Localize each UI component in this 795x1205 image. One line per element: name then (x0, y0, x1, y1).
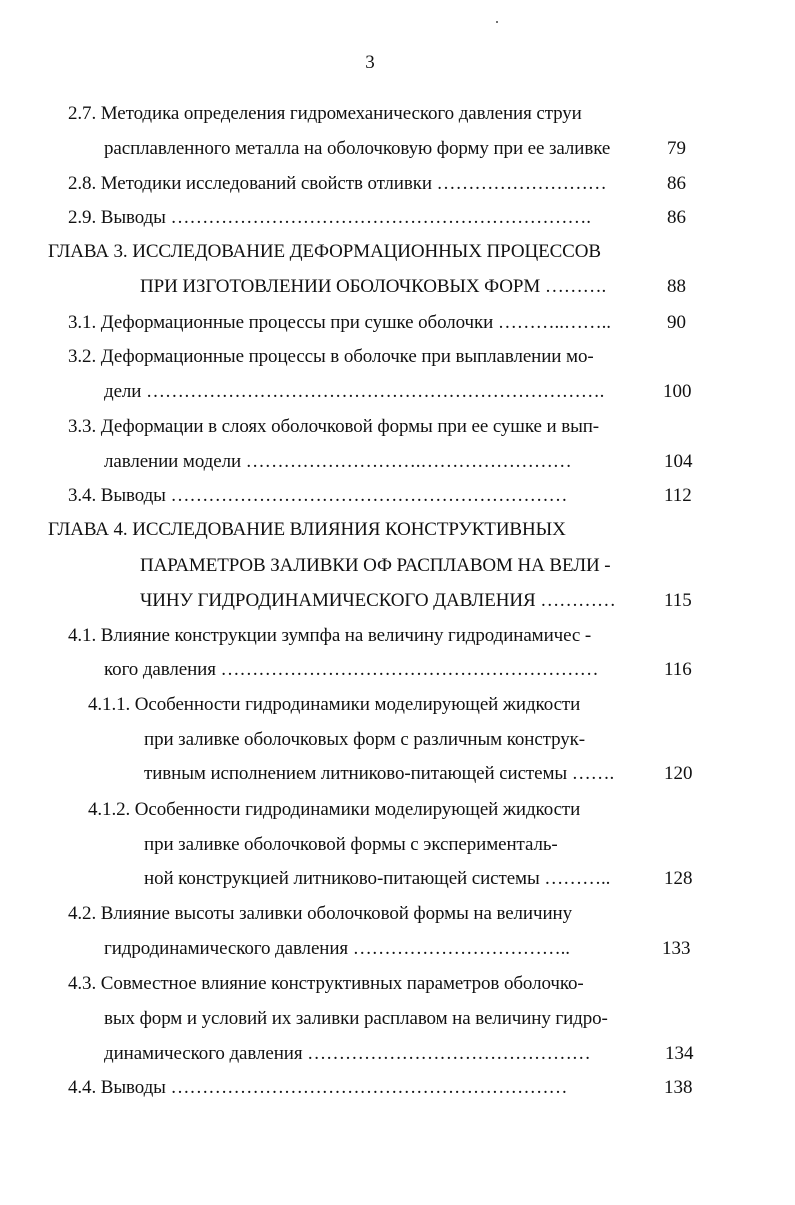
toc-subsection-line: 4.1.2. Особенности гидродинамики моделирующей жидкости (88, 799, 581, 820)
toc-line: дели ………………………………………………………………. (104, 381, 605, 402)
toc-subsection-line: 4.1.1. Особенности гидродинамики моделирующей жидкости (88, 694, 581, 715)
toc-line: 3.2. Деформационные процессы в оболочке при выплавлении мо- (68, 346, 594, 367)
toc-page-number: 128 (664, 868, 693, 889)
toc-line: 2.7. Методика определения гидромеханического давления струи (68, 103, 582, 124)
toc-line: 2.9. Выводы …………………………………………………………. (68, 207, 591, 228)
toc-line: 4.4. Выводы ……………………………………………………… (68, 1077, 568, 1098)
toc-page-number: 86 (667, 173, 686, 194)
toc-line: 4.2. Влияние высоты заливки оболочковой формы на величину (68, 903, 572, 924)
toc-chapter-heading: ГЛАВА 4. ИССЛЕДОВАНИЕ ВЛИЯНИЯ КОНСТРУКТИВНЫХ (48, 519, 566, 540)
toc-line: расплавленного металла на оболочковую форму при ее заливке (104, 138, 611, 159)
toc-chapter-heading: ПАРАМЕТРОВ ЗАЛИВКИ ОФ РАСПЛАВОМ НА ВЕЛИ - (140, 555, 611, 576)
toc-chapter-heading: ПРИ ИЗГОТОВЛЕНИИ ОБОЛОЧКОВЫХ ФОРМ ………. (140, 276, 607, 297)
toc-page-number: 116 (664, 659, 692, 680)
toc-line: 3.3. Деформации в слоях оболочковой формы при ее сушке и вып- (68, 416, 600, 437)
toc-chapter-heading: ЧИНУ ГИДРОДИНАМИЧЕСКОГО ДАВЛЕНИЯ ………… (140, 590, 616, 611)
toc-line: 4.1. Влияние конструкции зумпфа на величину гидродинамичес - (68, 625, 592, 646)
toc-subsection-line: при заливке оболочковых форм с различным конструк- (144, 729, 586, 750)
toc-line: 2.8. Методики исследований свойств отливки ……………………… (68, 173, 607, 194)
toc-line: 3.4. Выводы ……………………………………………………… (68, 485, 568, 506)
toc-page-number: 138 (664, 1077, 693, 1098)
toc-page-number: 104 (664, 451, 693, 472)
toc-line: 3.1. Деформационные процессы при сушке оболочки ………..…….. (68, 312, 611, 333)
toc-page-number: 120 (664, 763, 693, 784)
toc-page-number: 88 (667, 276, 686, 297)
toc-page-number: 133 (662, 938, 691, 959)
toc-subsection-line: тивным исполнением литниково-питающей системы ……. (144, 763, 615, 784)
toc-line: кого давления …………………………………………………… (104, 659, 599, 680)
toc-line: 4.3. Совместное влияние конструктивных параметров оболочко- (68, 973, 584, 994)
toc-page-number: 115 (664, 590, 692, 611)
toc-line: лавлении модели ……………………….…………………… (104, 451, 572, 472)
scan-speck (496, 21, 498, 23)
toc-page-number: 112 (664, 485, 692, 506)
toc-page-number: 134 (665, 1043, 694, 1064)
toc-subsection-line: ной конструкцией литниково-питающей системы ……….. (144, 868, 611, 889)
page-number: 3 (365, 52, 375, 73)
toc-chapter-heading: ГЛАВА 3. ИССЛЕДОВАНИЕ ДЕФОРМАЦИОННЫХ ПРОЦЕССОВ (48, 241, 601, 262)
toc-line: динамического давления ……………………………………… (104, 1043, 591, 1064)
toc-page-number: 79 (667, 138, 686, 159)
toc-page-number: 100 (663, 381, 692, 402)
toc-page-number: 90 (667, 312, 686, 333)
toc-page-number: 86 (667, 207, 686, 228)
toc-line: вых форм и условий их заливки расплавом на величину гидро- (104, 1008, 608, 1029)
toc-subsection-line: при заливке оболочковой формы с эксперименталь- (144, 834, 558, 855)
toc-line: гидродинамического давления …………………………….. (104, 938, 570, 959)
